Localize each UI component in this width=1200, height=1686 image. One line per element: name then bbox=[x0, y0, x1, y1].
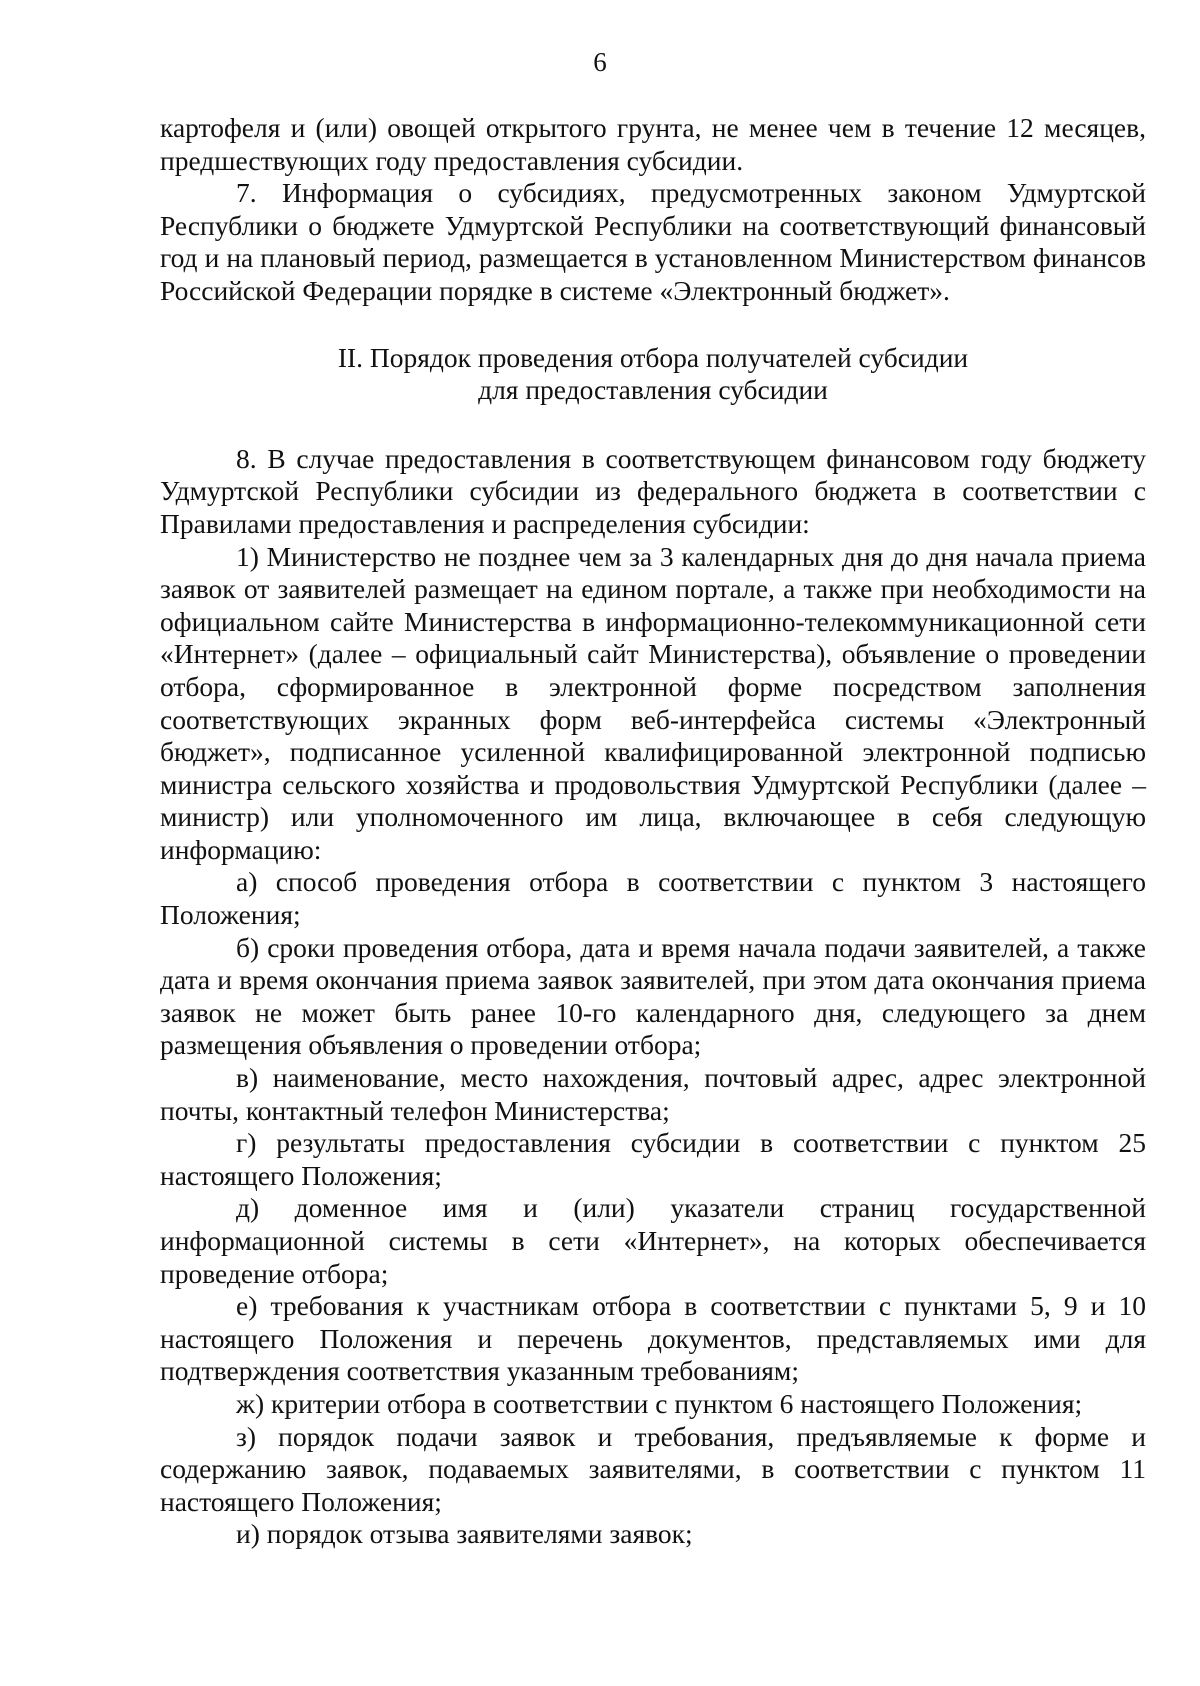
paragraph-letter-a: а) способ проведения отбора в соответствии с пунктом 3 настоящего Положения; bbox=[160, 866, 1146, 931]
paragraph-subitem-1: 1) Министерство не позднее чем за 3 календарных дня до дня начала приема заявок от заявителей размещает на едином портале, а также при необходимости на официальном сайте Министерства в информационно-телекоммуникационной сети «Интернет» (далее – официальный сайт Министерства), объявление о проведении отбора, сформированное в электронной форме посредством заполнения соответствующих экранных форм веб-интерфейса системы «Электронный бюджет», подписанное усиленной квалифицированной электронной подписью министра сельского хозяйства и продовольствия Удмуртской Республики (далее – министр) или уполномоченного им лица, включающее в себя следующую информацию: bbox=[160, 540, 1146, 865]
paragraph-item-8: 8. В случае предоставления в соответствующем финансовом году бюджету Удмуртской Республики субсидии из федерального бюджета в соответствии с Правилами предоставления и распределения субсидии: bbox=[160, 442, 1146, 539]
paragraph-letter-z: з) порядок подачи заявок и требования, предъявляемые к форме и содержанию заявок, подаваемых заявителями, в соответствии с пунктом 11 настоящего Положения; bbox=[160, 1420, 1146, 1517]
paragraph-letter-g: г) результаты предоставления субсидии в соответствии с пунктом 25 настоящего Положения; bbox=[160, 1127, 1146, 1191]
paragraph-letter-i: и) порядок отзыва заявителями заявок; bbox=[236, 1518, 693, 1550]
paragraph-letter-b: б) сроки проведения отбора, дата и время начала подачи заявителей, а также дата и время окончания приема заявок заявителей, при этом дата окончания приема заявок не может быть ранее 10-го календарного дня, следующего за днем размещения объявления о проведении отбора; bbox=[160, 931, 1146, 1061]
document-body bbox=[160, 112, 1146, 1551]
paragraph-letter-e: е) требования к участникам отбора в соответствии с пунктами 5, 9 и 10 настоящего Положения и перечень документов, представляемых ими для подтверждения соответствия указанным требованиям; bbox=[160, 1290, 1146, 1387]
paragraph-letter-v: в) наименование, место нахождения, почтовый адрес, адрес электронной почты, контактный телефон Министерства; bbox=[160, 1062, 1146, 1126]
section-heading-line-1: II. Порядок проведения отбора получателей субсидии bbox=[337, 341, 969, 373]
paragraph-letter-d: д) доменное имя и (или) указатели страниц государственной информационной системы в сети «Интернет», на которых обеспечивается проведение отбора; bbox=[160, 1192, 1146, 1289]
paragraph-continuation: картофеля и (или) овощей открытого грунта, не менее чем в течение 12 месяцев, предшествующих году предоставления субсидии. bbox=[160, 112, 1146, 176]
section-heading bbox=[160, 342, 1146, 407]
page-number: 6 bbox=[593, 47, 607, 77]
paragraph-item-7: 7. Информация о субсидиях, предусмотренных законом Удмуртской Республики о бюджете Удмуртской Республики на соответствующий финансовый год и на плановый период, размещается в установленном Министерством финансов Российской Федерации порядке в системе «Электронный бюджет». bbox=[160, 177, 1146, 306]
paragraph-letter-zh: ж) критерии отбора в соответствии с пунктом 6 настоящего Положения; bbox=[236, 1387, 1083, 1419]
section-heading-line-2: для предоставления субсидии bbox=[478, 374, 828, 406]
